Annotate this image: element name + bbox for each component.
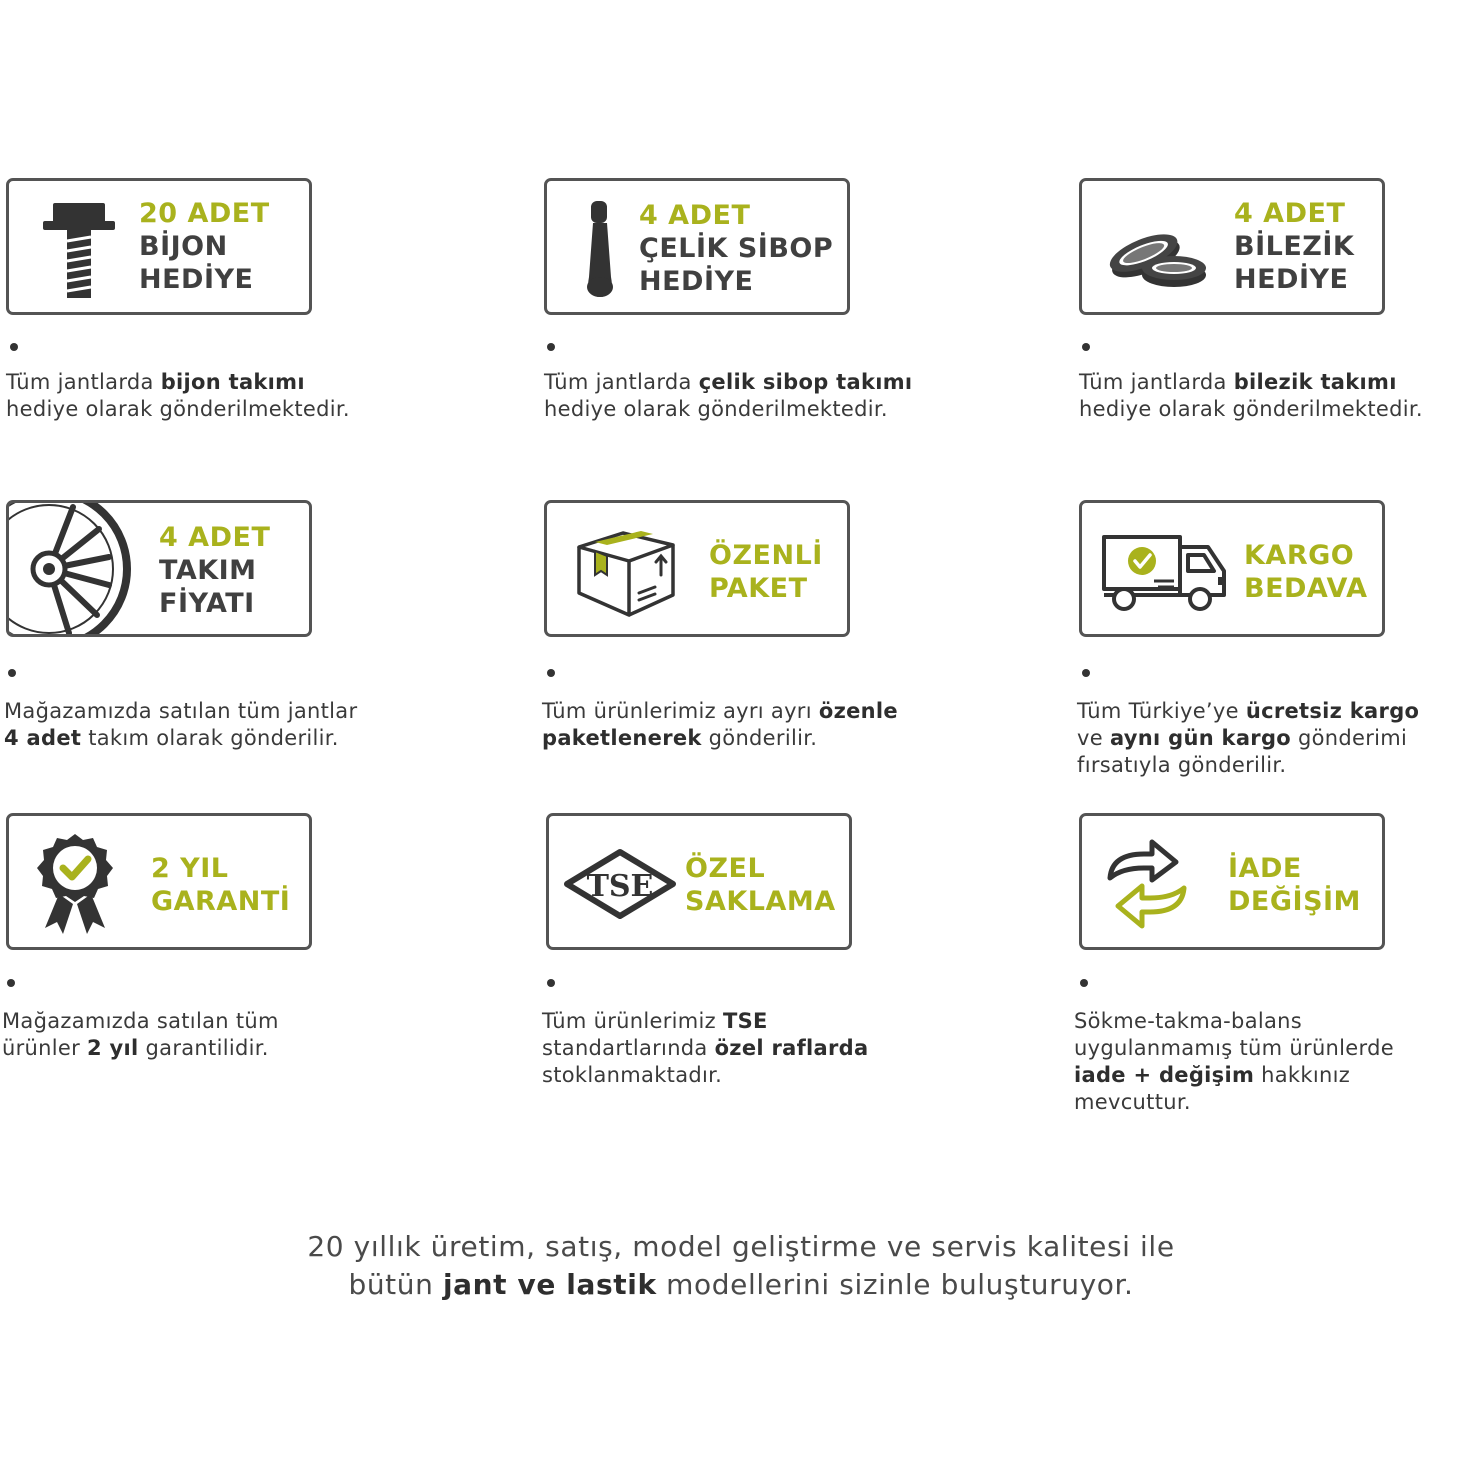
- description-bold-text: iade + değişim: [1074, 1063, 1255, 1087]
- description-text: ürünler: [2, 1036, 88, 1060]
- description-text: hakkınız: [1254, 1063, 1351, 1087]
- bullet: [1082, 343, 1090, 351]
- feature-description: [1074, 1008, 1394, 1116]
- feature-label-line: HEDİYE: [1234, 264, 1349, 295]
- feature-label-line: 2 YIL: [151, 853, 229, 884]
- tse-logo-icon: [563, 848, 677, 920]
- footer-line-1: 20 yıllık üretim, satış, model geliştirme ve servis kalitesi ile: [307, 1230, 1175, 1263]
- hub-ring-icon: [1104, 209, 1209, 294]
- feature-label: [1234, 197, 1354, 296]
- description-text: Tüm jantlarda: [1079, 370, 1234, 394]
- feature-label: [685, 852, 836, 918]
- description-text: uygulanmamış tüm ürünlerde: [1074, 1036, 1394, 1060]
- description-line: [1074, 1062, 1394, 1089]
- exchange-arrows-icon: [1104, 834, 1190, 934]
- bullet: [8, 669, 16, 677]
- description-line: [6, 396, 350, 423]
- feature-label-line: PAKET: [709, 573, 808, 604]
- bullet: [7, 979, 15, 987]
- bullet: [547, 343, 555, 351]
- description-text: Sökme-takma-balans: [1074, 1009, 1303, 1033]
- description-line: [6, 369, 350, 396]
- footer-tagline: [0, 1228, 1482, 1304]
- feature-label-line: 20 ADET: [139, 198, 270, 229]
- tse-logo-text: TSE: [586, 869, 654, 904]
- feature-label-line: SAKLAMA: [685, 886, 836, 917]
- footer-text: bütün: [348, 1268, 443, 1301]
- bullet: [547, 979, 555, 987]
- feature-label-line: HEDİYE: [139, 264, 254, 295]
- feature-description: [1077, 698, 1419, 779]
- feature-description: [542, 1008, 868, 1089]
- footer-line-2: [0, 1266, 1482, 1304]
- description-line: [1074, 1008, 1394, 1035]
- description-line: [544, 396, 912, 423]
- bullet: [10, 343, 18, 351]
- feature-label: [709, 539, 823, 605]
- description-line: [542, 1062, 868, 1089]
- description-text: garantilidir.: [138, 1036, 269, 1060]
- description-text: takım olarak gönderilir.: [81, 726, 339, 750]
- bullet: [1082, 669, 1090, 677]
- description-text: ve: [1077, 726, 1110, 750]
- feature-label-line: ÇELİK SİBOP: [639, 233, 834, 264]
- description-line: [4, 698, 357, 725]
- feature-card-bilezik: [1079, 178, 1385, 315]
- feature-description: [542, 698, 898, 752]
- footer-bold-text: jant ve lastik: [442, 1268, 657, 1301]
- description-line: [542, 1035, 868, 1062]
- package-box-icon: [575, 529, 679, 619]
- description-bold-text: TSE: [722, 1009, 768, 1033]
- warranty-badge-icon: [35, 832, 115, 938]
- description-bold-text: ücretsiz kargo: [1245, 699, 1420, 723]
- description-line: [544, 369, 912, 396]
- description-bold-text: özenle: [818, 699, 898, 723]
- description-text: mevcuttur.: [1074, 1090, 1191, 1114]
- feature-label-line: DEĞİŞİM: [1228, 886, 1361, 917]
- description-text: stoklanmaktadır.: [542, 1063, 723, 1087]
- feature-card-bijon: [6, 178, 312, 315]
- valve-stem-icon: [575, 199, 625, 301]
- footer-text: modellerini sizinle buluşturuyor.: [656, 1268, 1134, 1301]
- description-line: [4, 725, 357, 752]
- feature-description: [2, 1008, 279, 1062]
- description-line: [1077, 725, 1419, 752]
- wheel-rim-icon: [6, 500, 139, 637]
- description-line: [542, 725, 898, 752]
- feature-card-saklama: [546, 813, 852, 950]
- feature-label: [1228, 852, 1361, 918]
- bullet: [1080, 979, 1088, 987]
- description-line: [1074, 1089, 1394, 1116]
- feature-label-line: HEDİYE: [639, 266, 754, 297]
- description-line: [542, 698, 898, 725]
- description-text: Tüm ürünlerimiz ayrı ayrı: [542, 699, 819, 723]
- feature-label-line: 4 ADET: [159, 522, 271, 553]
- feature-label-line: İADE: [1228, 853, 1302, 884]
- feature-card-sibop: [544, 178, 850, 315]
- feature-label-line: 4 ADET: [639, 200, 751, 231]
- description-bold-text: bijon takımı: [160, 370, 305, 394]
- feature-label: [139, 197, 270, 296]
- description-line: [542, 1008, 868, 1035]
- feature-label: [159, 521, 270, 620]
- feature-card-iade: [1079, 813, 1385, 950]
- feature-description: [6, 369, 350, 423]
- feature-card-paket: [544, 500, 850, 637]
- description-text: hediye olarak gönderilmektedir.: [6, 397, 350, 421]
- description-text: Tüm ürünlerimiz: [542, 1009, 723, 1033]
- description-text: gönderilir.: [701, 726, 818, 750]
- feature-label-line: FİYATI: [159, 588, 255, 619]
- description-line: [2, 1035, 279, 1062]
- feature-description: [544, 369, 912, 423]
- feature-label-line: KARGO: [1244, 540, 1355, 571]
- description-text: fırsatıyla gönderilir.: [1077, 753, 1287, 777]
- feature-label-line: ÖZENLİ: [709, 540, 823, 571]
- description-line: [1079, 369, 1423, 396]
- description-line: [1077, 698, 1419, 725]
- feature-label-line: GARANTİ: [151, 886, 291, 917]
- feature-label-line: BİJON: [139, 231, 228, 262]
- description-bold-text: paketlenerek: [542, 726, 702, 750]
- feature-label: [1244, 539, 1367, 605]
- description-line: [1077, 752, 1419, 779]
- description-text: hediye olarak gönderilmektedir.: [1079, 397, 1423, 421]
- feature-card-kargo: [1079, 500, 1385, 637]
- description-bold-text: 4 adet: [4, 726, 82, 750]
- description-text: Tüm Türkiye’ye: [1077, 699, 1246, 723]
- description-line: [2, 1008, 279, 1035]
- description-line: [1074, 1035, 1394, 1062]
- feature-description: [4, 698, 357, 752]
- description-text: standartlarında: [542, 1036, 715, 1060]
- description-text: hediye olarak gönderilmektedir.: [544, 397, 888, 421]
- description-text: gönderimi: [1291, 726, 1408, 750]
- description-text: Tüm jantlarda: [544, 370, 699, 394]
- description-bold-text: aynı gün kargo: [1109, 726, 1292, 750]
- description-bold-text: çelik sibop takımı: [698, 370, 913, 394]
- description-text: Tüm jantlarda: [6, 370, 161, 394]
- bullet: [547, 669, 555, 677]
- feature-label-line: ÖZEL: [685, 853, 766, 884]
- feature-label-line: BEDAVA: [1244, 573, 1368, 604]
- feature-card-garanti: [6, 813, 312, 950]
- feature-label: [151, 852, 290, 918]
- feature-card-takim: [6, 500, 312, 637]
- feature-label-line: 4 ADET: [1234, 198, 1346, 229]
- feature-description: [1079, 369, 1423, 423]
- feature-label-line: TAKIM: [159, 555, 257, 586]
- description-bold-text: özel raflarda: [714, 1036, 869, 1060]
- delivery-truck-icon: [1100, 533, 1232, 613]
- feature-label: [639, 199, 833, 298]
- description-bold-text: 2 yıl: [87, 1036, 139, 1060]
- description-line: [1079, 396, 1423, 423]
- feature-label-line: BİLEZİK: [1234, 231, 1355, 262]
- description-bold-text: bilezik takımı: [1233, 370, 1397, 394]
- description-text: Mağazamızda satılan tüm jantlar: [4, 699, 358, 723]
- bolt-icon: [39, 201, 119, 301]
- description-text: Mağazamızda satılan tüm: [2, 1009, 279, 1033]
